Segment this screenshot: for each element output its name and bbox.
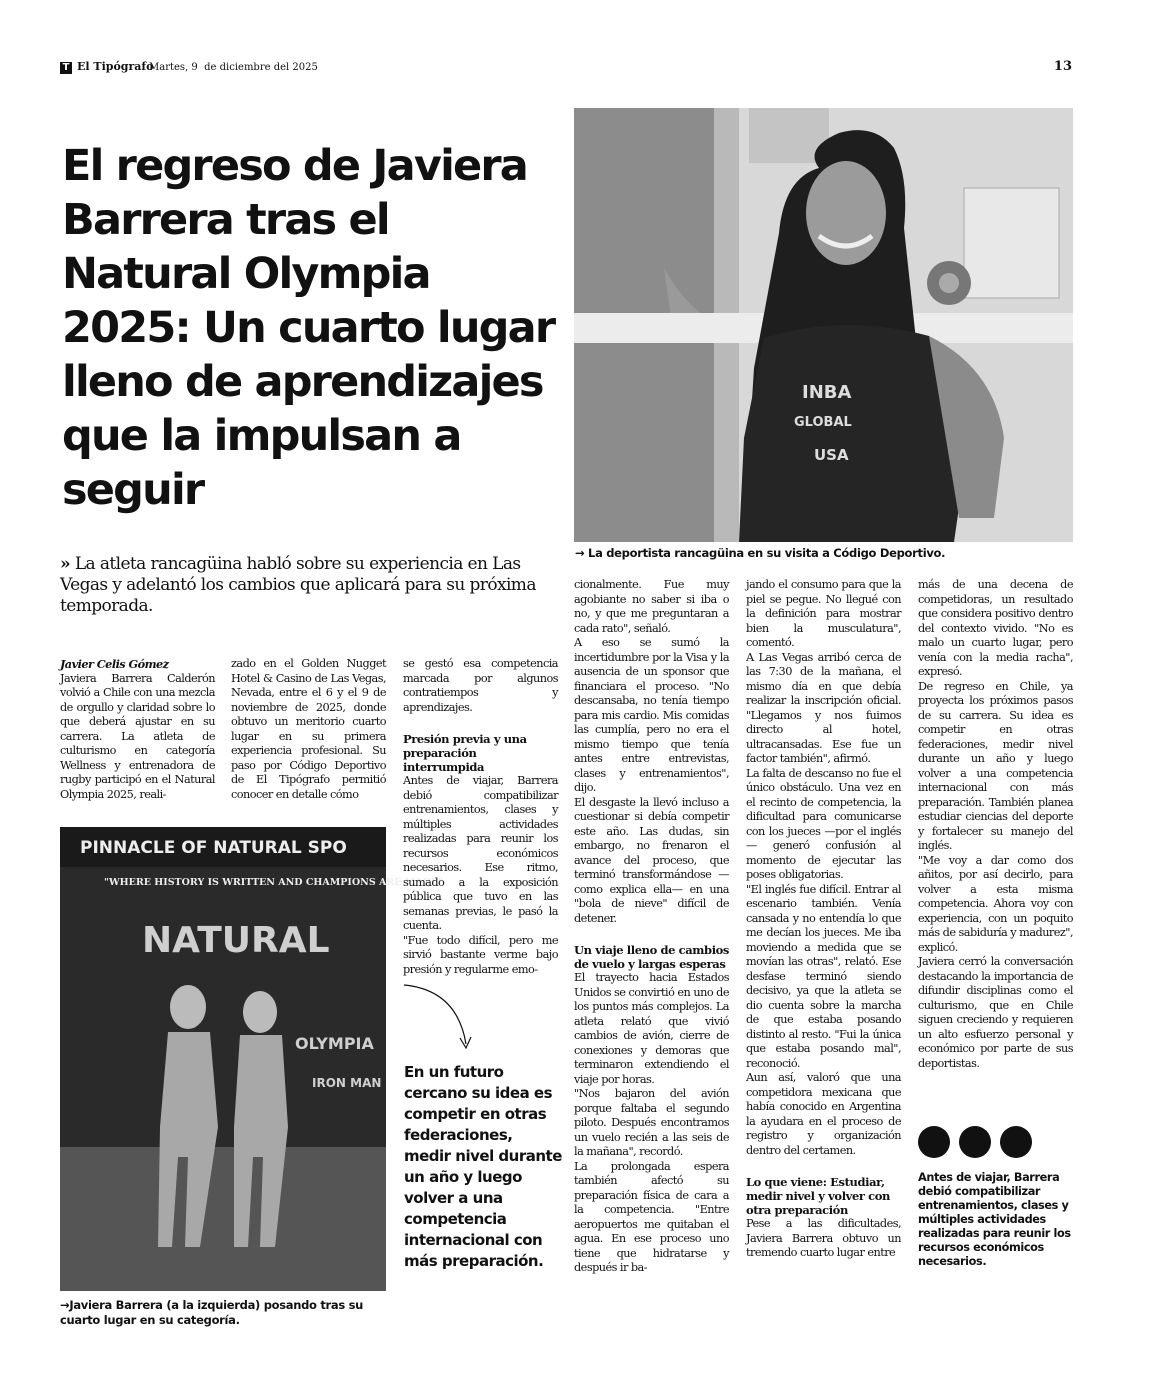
dek-marker: » (60, 554, 71, 574)
stage-banner-text: PINNACLE OF NATURAL SPO (80, 838, 347, 858)
article-text: se gestó esa competencia marcada por algunos contratiempos y aprendizajes. (403, 657, 558, 714)
publication-logo-icon: T (60, 62, 72, 74)
pull-quote: En un futuro cercano su idea es competir en otras federaciones, medir nivel durante un año y luego volver a una competencia internacional con más preparación. (404, 1063, 562, 1270)
main-photo (574, 108, 1073, 542)
article-text: De regreso en Chile, ya proyecta los próximos pasos de su carrera. Su idea es competir en otras federaciones, medir nivel durante un año y luego volver a una competencia internacional con más preparación. También planea estudiar ciencias del deporte y fortalecer su manejo del inglés. (918, 679, 1073, 852)
sidebar-quote: Antes de viajar, Barrera debió compatibilizar entrenamientos, clases y múltiples actividades realizadas para reunir los recursos económicos necesarios. (918, 1171, 1071, 1268)
subheading-presion: Presión previa y una preparación interrumpida (403, 732, 527, 774)
stage-photo-image (60, 827, 444, 1291)
issue-date: Martes, 9 de diciembre del 2025 (149, 62, 318, 73)
publication-name: El Tipógrafo (77, 60, 154, 73)
page-number: 13 (1053, 59, 1072, 74)
stage-photo-caption: →Javiera Barrera (a la izquierda) posando tras su cuarto lugar en su categoría. (60, 1298, 364, 1327)
subheading-lo-que-viene: Lo que viene: Estudiar, medir nivel y volver con otra preparación (746, 1175, 890, 1217)
article-text: más de una decena de competidoras, un resultado que considera positivo dentro del contexto vivido. "No es malo un cuarto lugar, pero venía con la media racha", expresó. (918, 578, 1073, 678)
article-text: "Fue todo difícil, pero me sirvió bastante verme bajo presión y regularme emo- (403, 933, 558, 976)
stage-slogan-text: "WHERE HISTORY IS WRITTEN AND CHAMPIONS ARE MADE" (104, 877, 444, 888)
article-column-5 (746, 578, 901, 1261)
decorative-dot-icon (918, 1126, 950, 1158)
shirt-text-usa: USA (814, 446, 849, 464)
article-text: jando el consumo para que la piel se pegue. No llegué con la definición para mostrar bien la musculatura", comentó. (746, 578, 901, 649)
article-text: El desgaste la llevó incluso a cuestionar si debía competir este año. Las dudas, sin embargo, no frenaron el avance del proceso, que terminó transformándose —como explica ella— en una "bola de nieve" difícil de detener. (574, 795, 729, 925)
shirt-text-inba: INBA (802, 382, 852, 403)
article-text: Antes de viajar, Barrera debió compatibilizar entrenamientos, clases y múltiples actividades realizadas para reunir los recursos económicos necesarios. Ese ritmo, sumado a la exposición pública que tuvo en las semanas previas, le pasó la cuenta. (403, 774, 558, 932)
article-text: Pese a las dificultades, Javiera Barrera obtuvo un tremendo cuarto lugar entre (746, 1217, 901, 1259)
article-column-6 (918, 578, 1073, 1071)
article-text: A Las Vegas arribó cerca de las 7:30 de la mañana, el mismo día en que debía realizar la inscripción oficial. "Llegamos y nos fuimos directo al hotel, ultracansadas. Ese fue un factor también", afirmó. (746, 650, 901, 765)
article-text: La falta de descanso no fue el único obstáculo. Una vez en el recinto de competencia, la dificultad para comunicarse con los jueces —por el inglés— generó confusión al momento de ejecutar las poses obligatorias. (746, 766, 901, 881)
arrow-curve-icon (402, 982, 482, 1062)
article-text: El trayecto hacia Estados Unidos se convirtió en uno de los puntos más complejos. La atleta relató que vivió cambios de avión, cierre de conexiones y demoras que terminaron extendiendo el viaje por horas. (574, 971, 729, 1086)
dek-text: La atleta rancagüina habló sobre su experiencia en Las Vegas y adelantó los cambios que aplicará para su próxima temporada. (60, 554, 536, 616)
article-column-4 (574, 578, 729, 1276)
article-text: Javiera Barrera Calderón volvió a Chile con una mezcla de orgullo y claridad sobre lo que deberá ajustar en su carrera. La atleta de culturismo en categoría Wellness y entrenadora de rugby participó en el Natural Olympia 2025, reali- (60, 671, 215, 801)
stage-sponsor-text: IRON MAN (312, 1076, 382, 1090)
dek (60, 554, 540, 617)
article-text: La prolongada espera también afectó su preparación física de cara a la competencia. "Entre aeropuertos me quitaban el agua. En ese proceso uno tiene que hidratarse y después ir ba- (574, 1159, 729, 1274)
article-text: "Me voy a dar como dos añitos, por así decirlo, para volver a esta misma competencia. Ahora voy con experiencia, con un poquito más de sabiduría y madurez", explicó. (918, 853, 1073, 954)
article-text: "Nos bajaron del avión porque faltaba el segundo piloto. Después encontramos un vuelo recién a las seis de la mañana", recordó. (574, 1087, 729, 1158)
main-photo-caption: → La deportista rancagüina en su visita a Código Deportivo. (575, 546, 946, 560)
article-text: zado en el Golden Nugget Hotel & Casino de Las Vegas, Nevada, entre el 6 y el 9 de noviembre de 2025, donde obtuvo un meritorio cuarto lugar en su primera experiencia profesional. Su paso por Código Deportivo de El Tipógrafo permitió conocer en detalle cómo (231, 657, 386, 801)
stage-olympia-text: OLYMPIA (295, 1034, 374, 1053)
article-text: Aun así, valoró que una competidora mexicana que había conocido en Argentina la ayudara en el proceso de registro y organización dentro del certamen. (746, 1071, 901, 1157)
stage-photo (60, 827, 444, 1291)
headline: El regreso de Javiera Barrera tras el Natural Olympia 2025: Un cuarto lugar lleno de aprendizajes que la impulsan a seguir (62, 141, 555, 515)
main-photo-image (574, 108, 1073, 542)
byline: Javier Celis Gómez (60, 657, 169, 671)
decorative-dot-icon (959, 1126, 991, 1158)
article-column-1 (60, 657, 215, 802)
article-text: Javiera cerró la conversación destacando la importancia de difundir disciplinas como el culturismo, que en Chile siguen creciendo y requieren un alto esfuerzo personal y económico por parte de sus deportistas. (918, 955, 1073, 1070)
decorative-dot-icon (1000, 1126, 1032, 1158)
article-text: A eso se sumó la incertidumbre por la Visa y la ausencia de un sponsor que financiara el proceso. "No descansaba, no tenía tiempo para mis cardio. Mis comidas las cumplía, pero no era el mismo tiempo que tenía antes entre entrevistas, clases y entrenamientos", dijo. (574, 636, 729, 794)
article-text: cionalmente. Fue muy agobiante no saber si iba o no, y que me preguntaran a cada rato", señaló. (574, 578, 729, 635)
article-column-2 (231, 657, 386, 802)
article-column-3 (403, 657, 558, 977)
subheading-viaje: Un viaje lleno de cambios de vuelo y largas esperas (574, 943, 730, 971)
shirt-text-global: GLOBAL (794, 415, 852, 430)
article-text: "El inglés fue difícil. Entrar al escenario también. Venía cansada y no entendía lo que me decían los jueces. Me iba moviendo a medida que se movían las otras", relató. Ese desfase terminó siendo decisivo, ya que la atleta se dio cuenta sobre la marcha de que estaba posando distinto al resto. "Fui la única que estaba posando mal", reconoció. (746, 882, 901, 1070)
stage-natural-text: NATURAL (142, 920, 330, 961)
